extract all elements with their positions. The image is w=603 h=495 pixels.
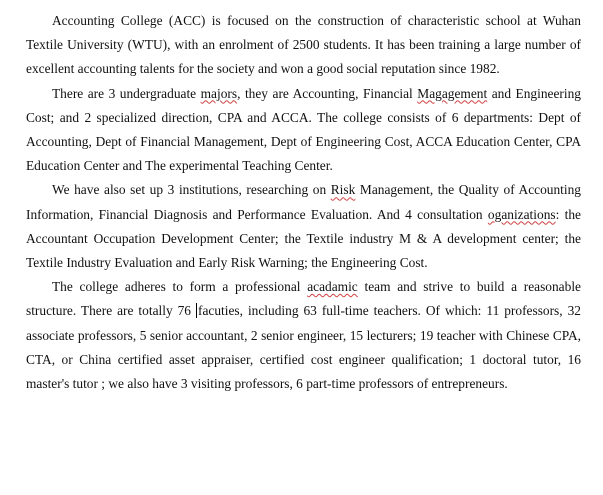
paragraph-institutions: [26, 178, 581, 275]
text-run: , they are Accounting, Financial: [237, 85, 418, 101]
misspelled-word: acadamic: [307, 279, 358, 295]
text-run: There are 3 undergraduate: [52, 85, 201, 101]
text-run: Management, the Quality of Accounting Information, Financial Diagnosis and Performance Evaluation. And 4 consultation: [26, 182, 582, 222]
misspelled-word: Risk: [330, 182, 356, 198]
paragraph-majors: [26, 82, 581, 179]
misspelled-word: Magagement: [417, 85, 488, 101]
text-run: : the Accountant Occupation Development Center; the Textile industry M & A development center; the Textile Industry Evaluation and Early Risk Warning; the Engineering Cost.: [26, 206, 581, 271]
paragraph-intro: [26, 9, 581, 82]
text-run: team and strive to build a reasonable structure. There are totally 76: [26, 279, 581, 319]
document-body[interactable]: [26, 9, 581, 396]
misspelled-word: oganizations: [487, 206, 556, 222]
misspelled-word: majors: [200, 85, 238, 101]
text-run: Accounting College (ACC) is focused on the construction of characteristic school at Wuhan Textile University (WTU), with an enrolment of 2500 students. It has been training a large number of excellent accounting talents for the society and won a good social reputation since 1982.: [26, 13, 581, 77]
text-cursor: [196, 303, 197, 318]
paragraph-faculty: [26, 275, 581, 396]
text-run: and Engineering Cost; and 2 specialized direction, CPA and ACCA. The college consists of 6 departments: Dept of Accounting, Dept of Financial Management, Dept of Engineering Cost, ACCA Education Center, CPA Education Center and The experimental Teaching Center.: [26, 85, 581, 174]
text-run: facuties, including 63 full-time teachers. Of which: 11 professors, 32 associate professors, 5 senior accountant, 2 senior engineer, 15 lecturers; 19 teacher with Chinese CPA, CTA, or China certified asset appraiser, certified cost engineer qualification; 1 doctoral tutor, 16 master's tutor ; we also have 3 visiting professors, 6 part-time professors of entrepreneurs.: [26, 303, 581, 392]
text-run: We have also set up 3 institutions, researching on: [52, 182, 331, 198]
text-run: The college adheres to form a professional: [52, 279, 308, 295]
